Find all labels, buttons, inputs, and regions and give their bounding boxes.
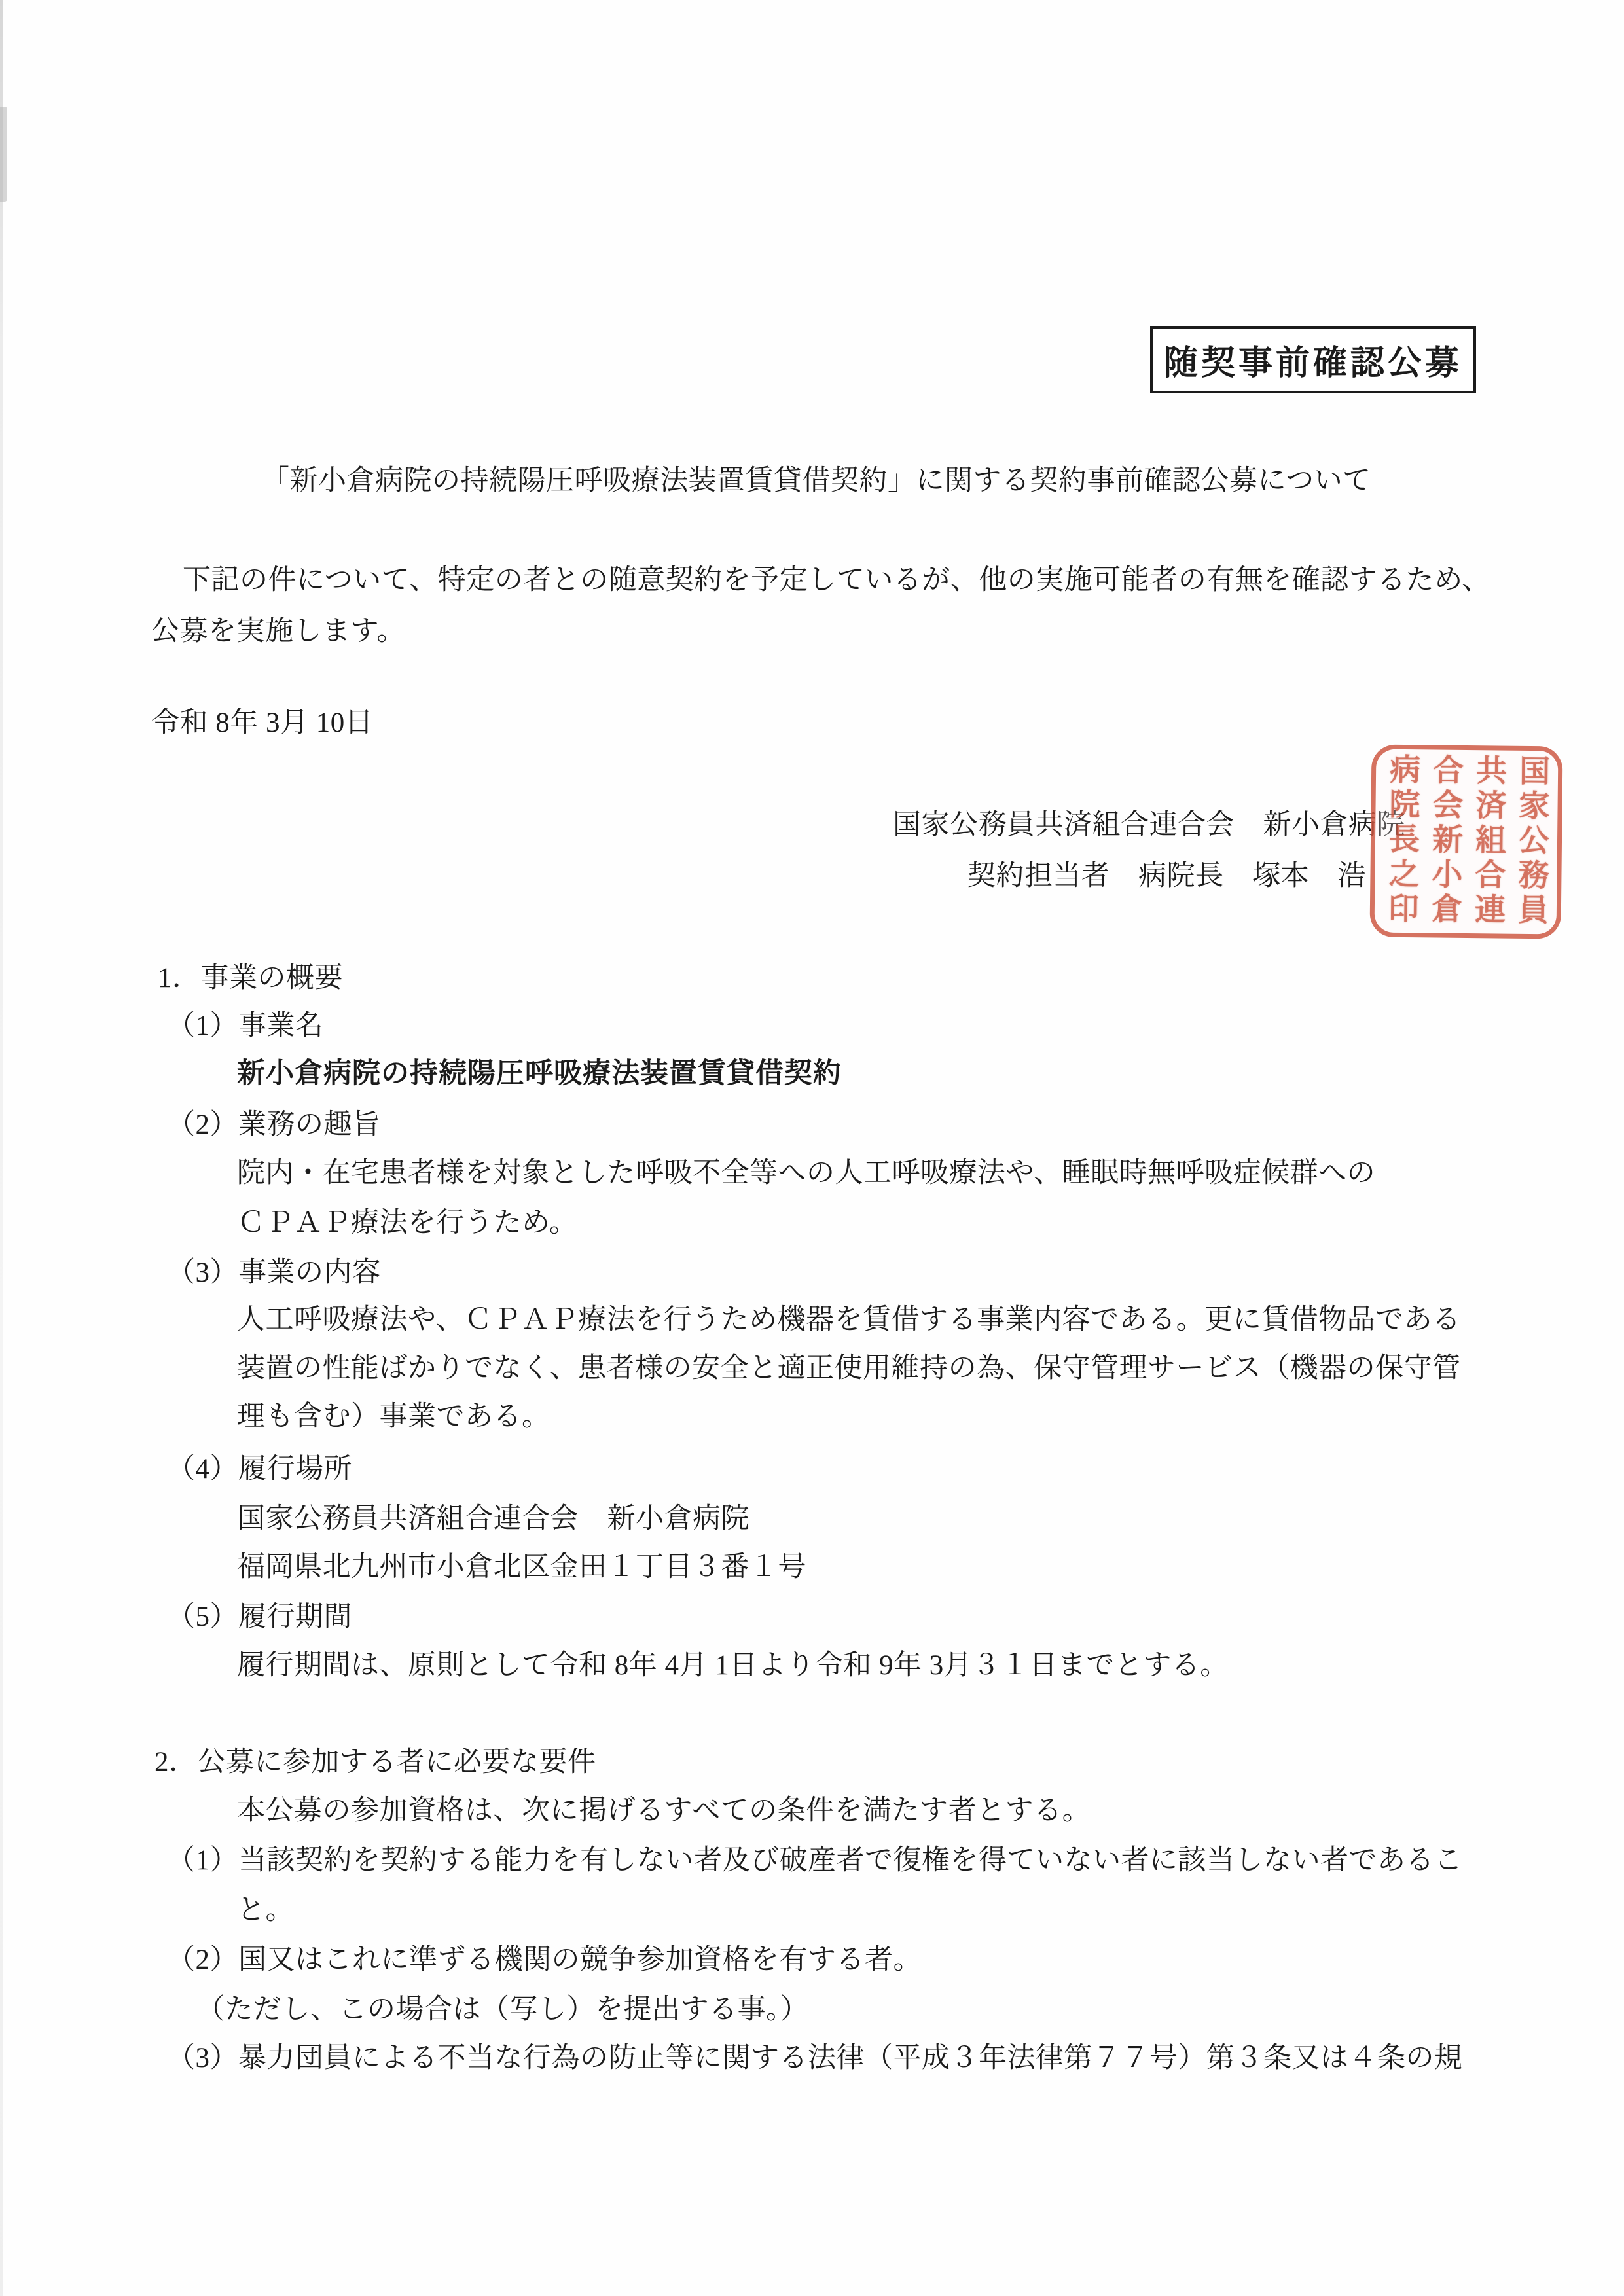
section-1-item-1-title: 新小倉病院の持続陽圧呼吸療法装置賃貸借契約: [237, 1058, 842, 1089]
section-2-item-3-line-1: （3）暴力団員による不当な行為の防止等に関する法律（平成３年法律第７７号）第３条又は４条の規: [167, 2043, 1463, 2073]
section-1-item-3-label: （3）事業の内容: [167, 1257, 381, 1288]
section-1-item-3-line-3: 理も含む）事業である。: [237, 1401, 550, 1432]
intro-line-2: 公募を実施します。: [151, 616, 406, 647]
official-seal-text: 国家公務員共済組合連合会新小倉病院長之印: [1383, 753, 1549, 929]
section-2-item-1-line-1: （1）当該契約を契約する能力を有しない者及び破産者で復権を得ていない者に該当しない者であるこ: [167, 1845, 1463, 1876]
document-title: 「新小倉病院の持続陽圧呼吸療法装置賃貸借契約」に関する契約事前確認公募について: [261, 465, 1371, 496]
contract-officer-line: 契約担当者 病院長 塚本 浩: [967, 861, 1366, 891]
section-1-item-3-line-1: 人工呼吸療法や、ＣＰＡＰ療法を行うため機器を賃借する事業内容である。更に賃借物品である: [237, 1304, 1461, 1335]
scan-edge-artifact: [0, 0, 3, 2296]
intro-line-1: 下記の件について、特定の者との随意契約を予定しているが、他の実施可能者の有無を確認するため、: [183, 565, 1490, 596]
section-1-item-1-label: （1）事業名: [167, 1011, 324, 1041]
section-1-item-2-line-2: ＣＰＡＰ療法を行うため。: [237, 1208, 578, 1238]
section-1-item-3-line-2: 装置の性能ばかりでなく、患者様の安全と適正使用維持の為、保守管理サービス（機器の保守管: [237, 1353, 1461, 1384]
section-1-heading: 1．事業の概要: [158, 963, 343, 994]
issuer-organization: 国家公務員共済組合連合会 新小倉病院: [893, 810, 1405, 840]
official-seal-stamp: [1369, 744, 1562, 939]
section-1-item-2-line-1: 院内・在宅患者様を対象とした呼吸不全等への人工呼吸療法や、睡眠時無呼吸症候群への: [237, 1158, 1376, 1189]
issue-date: 令和 8年 3月 10日: [151, 708, 374, 738]
section-2-item-2-line-2: （ただし、この場合は（写し）を提出する事。）: [196, 1994, 809, 2025]
section-2-item-1-line-2: と。: [237, 1895, 294, 1926]
section-1-item-5-label: （5）履行期間: [167, 1602, 352, 1632]
section-1-item-4-label: （4）履行場所: [167, 1454, 352, 1484]
section-1-item-4-line-1: 国家公務員共済組合連合会 新小倉病院: [237, 1503, 749, 1534]
section-2-heading: 2．公募に参加する者に必要な要件: [154, 1747, 596, 1778]
section-1-item-4-line-2: 福岡県北九州市小倉北区金田１丁目３番１号: [237, 1552, 806, 1583]
section-2-intro: 本公募の参加資格は、次に掲げるすべての条件を満たす者とする。: [237, 1795, 1091, 1826]
section-1-item-5-line-1: 履行期間は、原則として令和 8年 4月 1日より令和 9年 3月３１日までとする。: [237, 1650, 1229, 1681]
notice-type-badge: 随契事前確認公募: [1150, 326, 1476, 393]
section-2-item-2-line-1: （2）国又はこれに準ずる機関の競争参加資格を有する者。: [167, 1945, 922, 1975]
section-1-item-2-label: （2）業務の趣旨: [167, 1109, 381, 1140]
scan-smudge-artifact: [0, 107, 7, 202]
